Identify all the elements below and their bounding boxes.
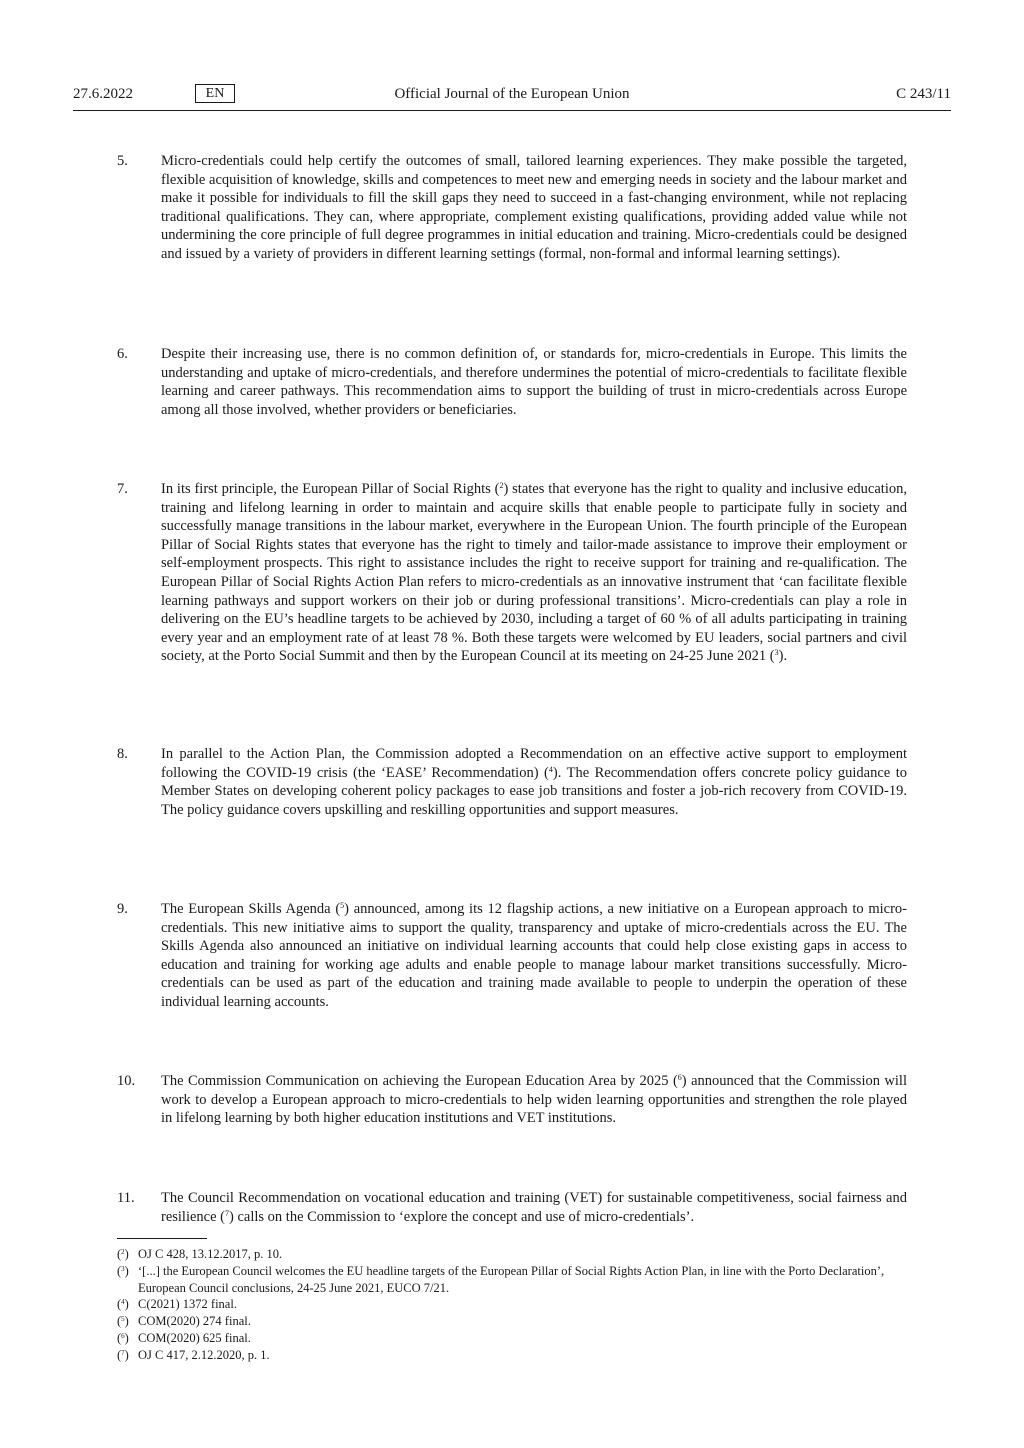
paragraph-7 (117, 480, 907, 666)
footnote-item (117, 1263, 907, 1297)
footnote-item (117, 1246, 907, 1263)
footnote-marker: ($^2$) (117, 1247, 129, 1261)
paragraph-text: Micro-credentials could help certify the outcomes of small, tailored learning experiences. They make possible the targeted, flexible acquisition of knowledge, skills and competences to meet new and emerging needs in society and the labour market and make it possible for individuals to fill the skill gaps they need to succeed in a fast-changing environment, while not replacing traditional qualifications. They can, where appropriate, complement existing qualifications, providing added value while not undermining the core principle of full degree programmes in initial education and training. Micro-credentials could be designed and issued by a variety of providers in different learning settings (formal, non-formal and informal learning settings). (161, 153, 907, 262)
paragraph-number: 7. (117, 481, 128, 497)
paragraph-text: In its first principle, the European Pillar of Social Rights ($^2$) states that everyone has the right to quality and inclusive education, training and lifelong learning in order to maintain and acquire skills that enable people to participate fully in society and successfully manage transitions in the labour market, everywhere in the European Union. The fourth principle of the European Pillar of Social Rights states that everyone has the right to timely and tailor-made assistance to improve their employment or self-employment prospects. This right to assistance includes the right to receive support for training and re-qualification. The European Pillar of Social Rights Action Plan refers to micro-credentials as an innovative instrument that ‘can facilitate flexible learning pathways and support workers on their job or during professional transitions’. Micro-credentials can play a role in delivering on the EU’s headline targets to be achieved by 2030, including a target of 60 % of all adults participating in training every year and an employment rate of at least 78 %. Both these targets were welcomed by EU leaders, social partners and civil society, at the Porto Social Summit and then by the European Council at its meeting on 24-25 June 2021 ($^3$). (161, 481, 907, 665)
footnote-marker: ($^6$) (117, 1330, 129, 1345)
paragraph-11 (117, 1189, 907, 1226)
page-reference: C 243/11 (896, 86, 951, 102)
footnote-ref[interactable]: 3 (774, 648, 779, 658)
journal-title: Official Journal of the European Union (394, 86, 630, 102)
paragraph-number: 10. (117, 1073, 136, 1089)
language-badge: EN (195, 84, 235, 103)
footnote-item (117, 1296, 907, 1313)
paragraph-6 (117, 345, 907, 419)
paragraph-8 (117, 745, 907, 819)
paragraph-number: 8. (117, 746, 128, 762)
footnote-item (117, 1313, 907, 1330)
header-divider (73, 110, 951, 111)
footnote-marker: ($^7$) (117, 1347, 129, 1362)
footnote-item (117, 1347, 907, 1364)
footnote-text: ‘[...] the European Council welcomes the EU headline targets of the European Pillar of Social Rights Action Plan, in line with the Porto Declaration’, European Council conclusions, 24-25 June 2021, EUCO 7/21. (138, 1263, 885, 1295)
footnote-ref[interactable]: 2 (499, 481, 504, 490)
footnote-marker: ($^3$) (117, 1263, 129, 1278)
footnote-text: OJ C 428, 13.12.2017, p. 10. (138, 1247, 283, 1261)
footnotes (117, 1246, 907, 1364)
footnote-text: OJ C 417, 2.12.2020, p. 1. (138, 1347, 270, 1362)
footnote-ref[interactable]: 7 (225, 1208, 230, 1218)
paragraph-text: Despite their increasing use, there is no common definition of, or standards for, micro-credentials in Europe. This limits the understanding and uptake of micro-credentials, and therefore undermines the potential of micro-credentials to facilitate flexible learning and career pathways. This recommendation aims to support the building of trust in micro-credentials across Europe among all those involved, whether providers or beneficiaries. (161, 346, 907, 418)
paragraph-text: The Council Recommendation on vocational education and training (VET) for sustainable competitiveness, social fairness and resilience ($^7$) calls on the Commission to ‘explore the concept and use of micro-credentials’. (161, 1190, 907, 1225)
footnote-ref[interactable]: 4 (548, 764, 553, 774)
page-header (73, 86, 951, 108)
paragraph-text: The Commission Communication on achieving the European Education Area by 2025 ($^6$) announced that the Commission will work to develop a European approach to micro-credentials to help widen learning opportunities and strengthen the role played in lifelong learning by both higher education institutions and VET institutions. (161, 1073, 907, 1127)
footnote-text: C(2021) 1372 final. (138, 1297, 237, 1312)
paragraph-number: 5. (117, 153, 128, 169)
footnote-item (117, 1330, 907, 1347)
paragraph-10 (117, 1072, 907, 1128)
footnote-marker: ($^4$) (117, 1297, 129, 1312)
footnote-divider (117, 1238, 207, 1239)
footnote-marker: ($^5$) (117, 1314, 129, 1329)
paragraph-text: The European Skills Agenda ($^5$) announced, among its 12 flagship actions, a new initiative on a European approach to micro-credentials. This new initiative aims to support the quality, transparency and uptake of micro-credentials across the EU. The Skills Agenda also announced an initiative on individual learning accounts that could help close existing gaps in access to education and training for working age adults and enable people to manage labour market transitions successfully. Micro-credentials can be used as part of the education and training made available to people to underpin the operation of these individual learning accounts. (161, 901, 908, 1010)
publication-date: 27.6.2022 (73, 86, 133, 102)
paragraph-5 (117, 152, 907, 264)
paragraph-text: In parallel to the Action Plan, the Commission adopted a Recommendation on an effective active support to employment following the COVID-19 crisis (the ‘EASE’ Recommendation) ($^4$). The Recommendation offers concrete policy guidance to Member States on developing coherent policy packages to ease job transitions and foster a job-rich recovery from COVID-19. The policy guidance covers upskilling and reskilling opportunities and support measures. (161, 746, 908, 818)
footnote-ref[interactable]: 6 (677, 1073, 682, 1082)
footnote-ref[interactable]: 5 (340, 901, 345, 910)
paragraph-number: 9. (117, 901, 128, 917)
paragraph-number: 11. (117, 1190, 135, 1206)
footnote-text: COM(2020) 274 final. (138, 1314, 251, 1329)
footnote-text: COM(2020) 625 final. (138, 1330, 251, 1345)
paragraph-number: 6. (117, 346, 128, 362)
paragraph-9 (117, 900, 907, 1012)
